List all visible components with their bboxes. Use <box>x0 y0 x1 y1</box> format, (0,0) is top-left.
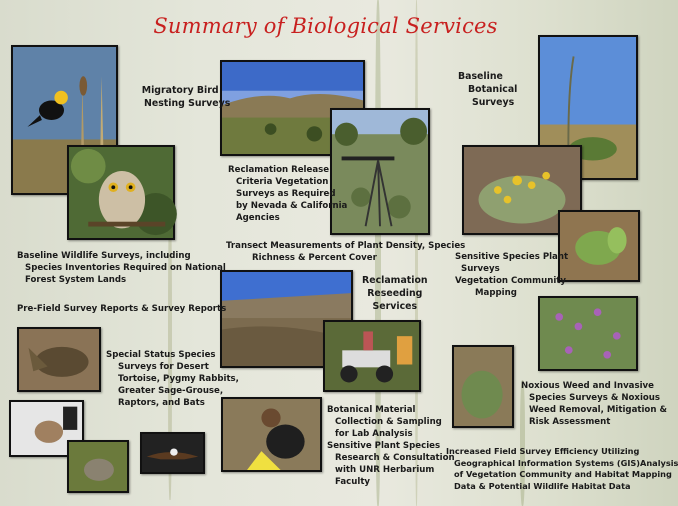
shrub-photo <box>452 345 514 428</box>
caption-line: Research & Consultation <box>335 453 455 463</box>
caption-line: Noxious Weed and Invasive <box>521 381 654 391</box>
caption-line: Weed Removal, Mitigation & <box>529 405 667 415</box>
caption-line: Collection & Sampling <box>335 417 442 427</box>
caption-line: Transect Measurements of Plant Density, Species <box>226 241 466 251</box>
caption-line: Botanical <box>468 84 518 95</box>
caption-line: Reclamation <box>362 275 428 286</box>
tortoise-photo <box>17 327 101 392</box>
reclamation-release-caption <box>228 164 347 224</box>
caption-line: Species Surveys & Noxious <box>529 393 661 403</box>
caption-line: Surveys <box>461 264 500 274</box>
green-plant-photo <box>558 210 640 282</box>
caption-line: Sensitive Plant Species <box>327 441 441 451</box>
caption-line: Vegetation Community <box>455 276 566 286</box>
caption-line: Criteria Vegetation <box>236 177 329 187</box>
caption-line: Agencies <box>236 213 280 223</box>
caption-line: Reseeding <box>367 288 423 299</box>
prefield-caption <box>17 303 226 315</box>
caption-line: Migratory Bird <box>141 85 219 96</box>
caption-line: Geographical Information Systems (GIS)Analysis <box>454 457 678 468</box>
caption-line: by Nevada & California <box>236 201 348 211</box>
caption-line: Botanical Material <box>327 405 416 415</box>
caption-line: Mapping <box>475 288 517 298</box>
caption-line: Data & Potential Wildlife Habitat Data <box>454 480 631 491</box>
caption-line: Greater Sage-Grouse, <box>118 386 224 396</box>
owl-photo <box>67 145 175 240</box>
page-title: Summary of Biological Services <box>153 14 498 38</box>
eagle-photo <box>140 432 205 474</box>
atv-photo <box>323 320 421 392</box>
botanical-material-caption <box>327 404 455 488</box>
reseeding-caption <box>362 274 428 313</box>
caption-line: Tortoise, Pygmy Rabbits, <box>118 374 239 384</box>
caption-line: with UNR Herbarium <box>335 465 435 475</box>
caption-line: Richness & Percent Cover <box>252 253 377 263</box>
caption-line: Surveys as Required <box>236 189 336 199</box>
caption-line: Special Status Species <box>106 350 216 360</box>
caption-line: Pre-Field Survey Reports & Survey Reports <box>17 304 227 314</box>
purple-flowers-photo <box>538 296 638 371</box>
caption-line: for Lab Analysis <box>335 429 413 439</box>
caption-line: Forest System Lands <box>25 275 127 285</box>
caption-line: Nesting Surveys <box>144 98 231 109</box>
caption-line: Increased Field Survey Efficiency Utilizing <box>446 446 640 456</box>
caption-line: Species Inventories Required on National <box>25 263 226 273</box>
caption-line: Surveys for Desert <box>118 362 209 372</box>
baseline-wildlife-caption <box>17 250 226 286</box>
caption-line: Reclamation Release <box>228 165 330 175</box>
caption-line: Services <box>372 301 418 312</box>
caption-line: Raptors, and Bats <box>118 398 205 408</box>
caption-line: Risk Assessment <box>529 417 611 427</box>
caption-line: Baseline <box>458 71 503 82</box>
migratory-bird-caption <box>130 84 230 110</box>
caption-line: Surveys <box>472 97 515 108</box>
caption-line: Faculty <box>335 477 371 487</box>
baseline-botanical-caption <box>458 70 517 109</box>
caption-line: of Vegetation Community and Habitat Mapping <box>454 469 672 479</box>
special-status-caption <box>106 349 239 409</box>
caption-line: Baseline Wildlife Surveys, including <box>17 251 191 261</box>
transect-caption <box>226 240 465 264</box>
gis-caption <box>446 446 678 492</box>
noxious-caption <box>521 380 667 428</box>
caption-line: Sensitive Species Plant <box>455 252 569 262</box>
sensitive-plant-caption <box>455 251 568 299</box>
grouse-photo <box>67 440 129 493</box>
